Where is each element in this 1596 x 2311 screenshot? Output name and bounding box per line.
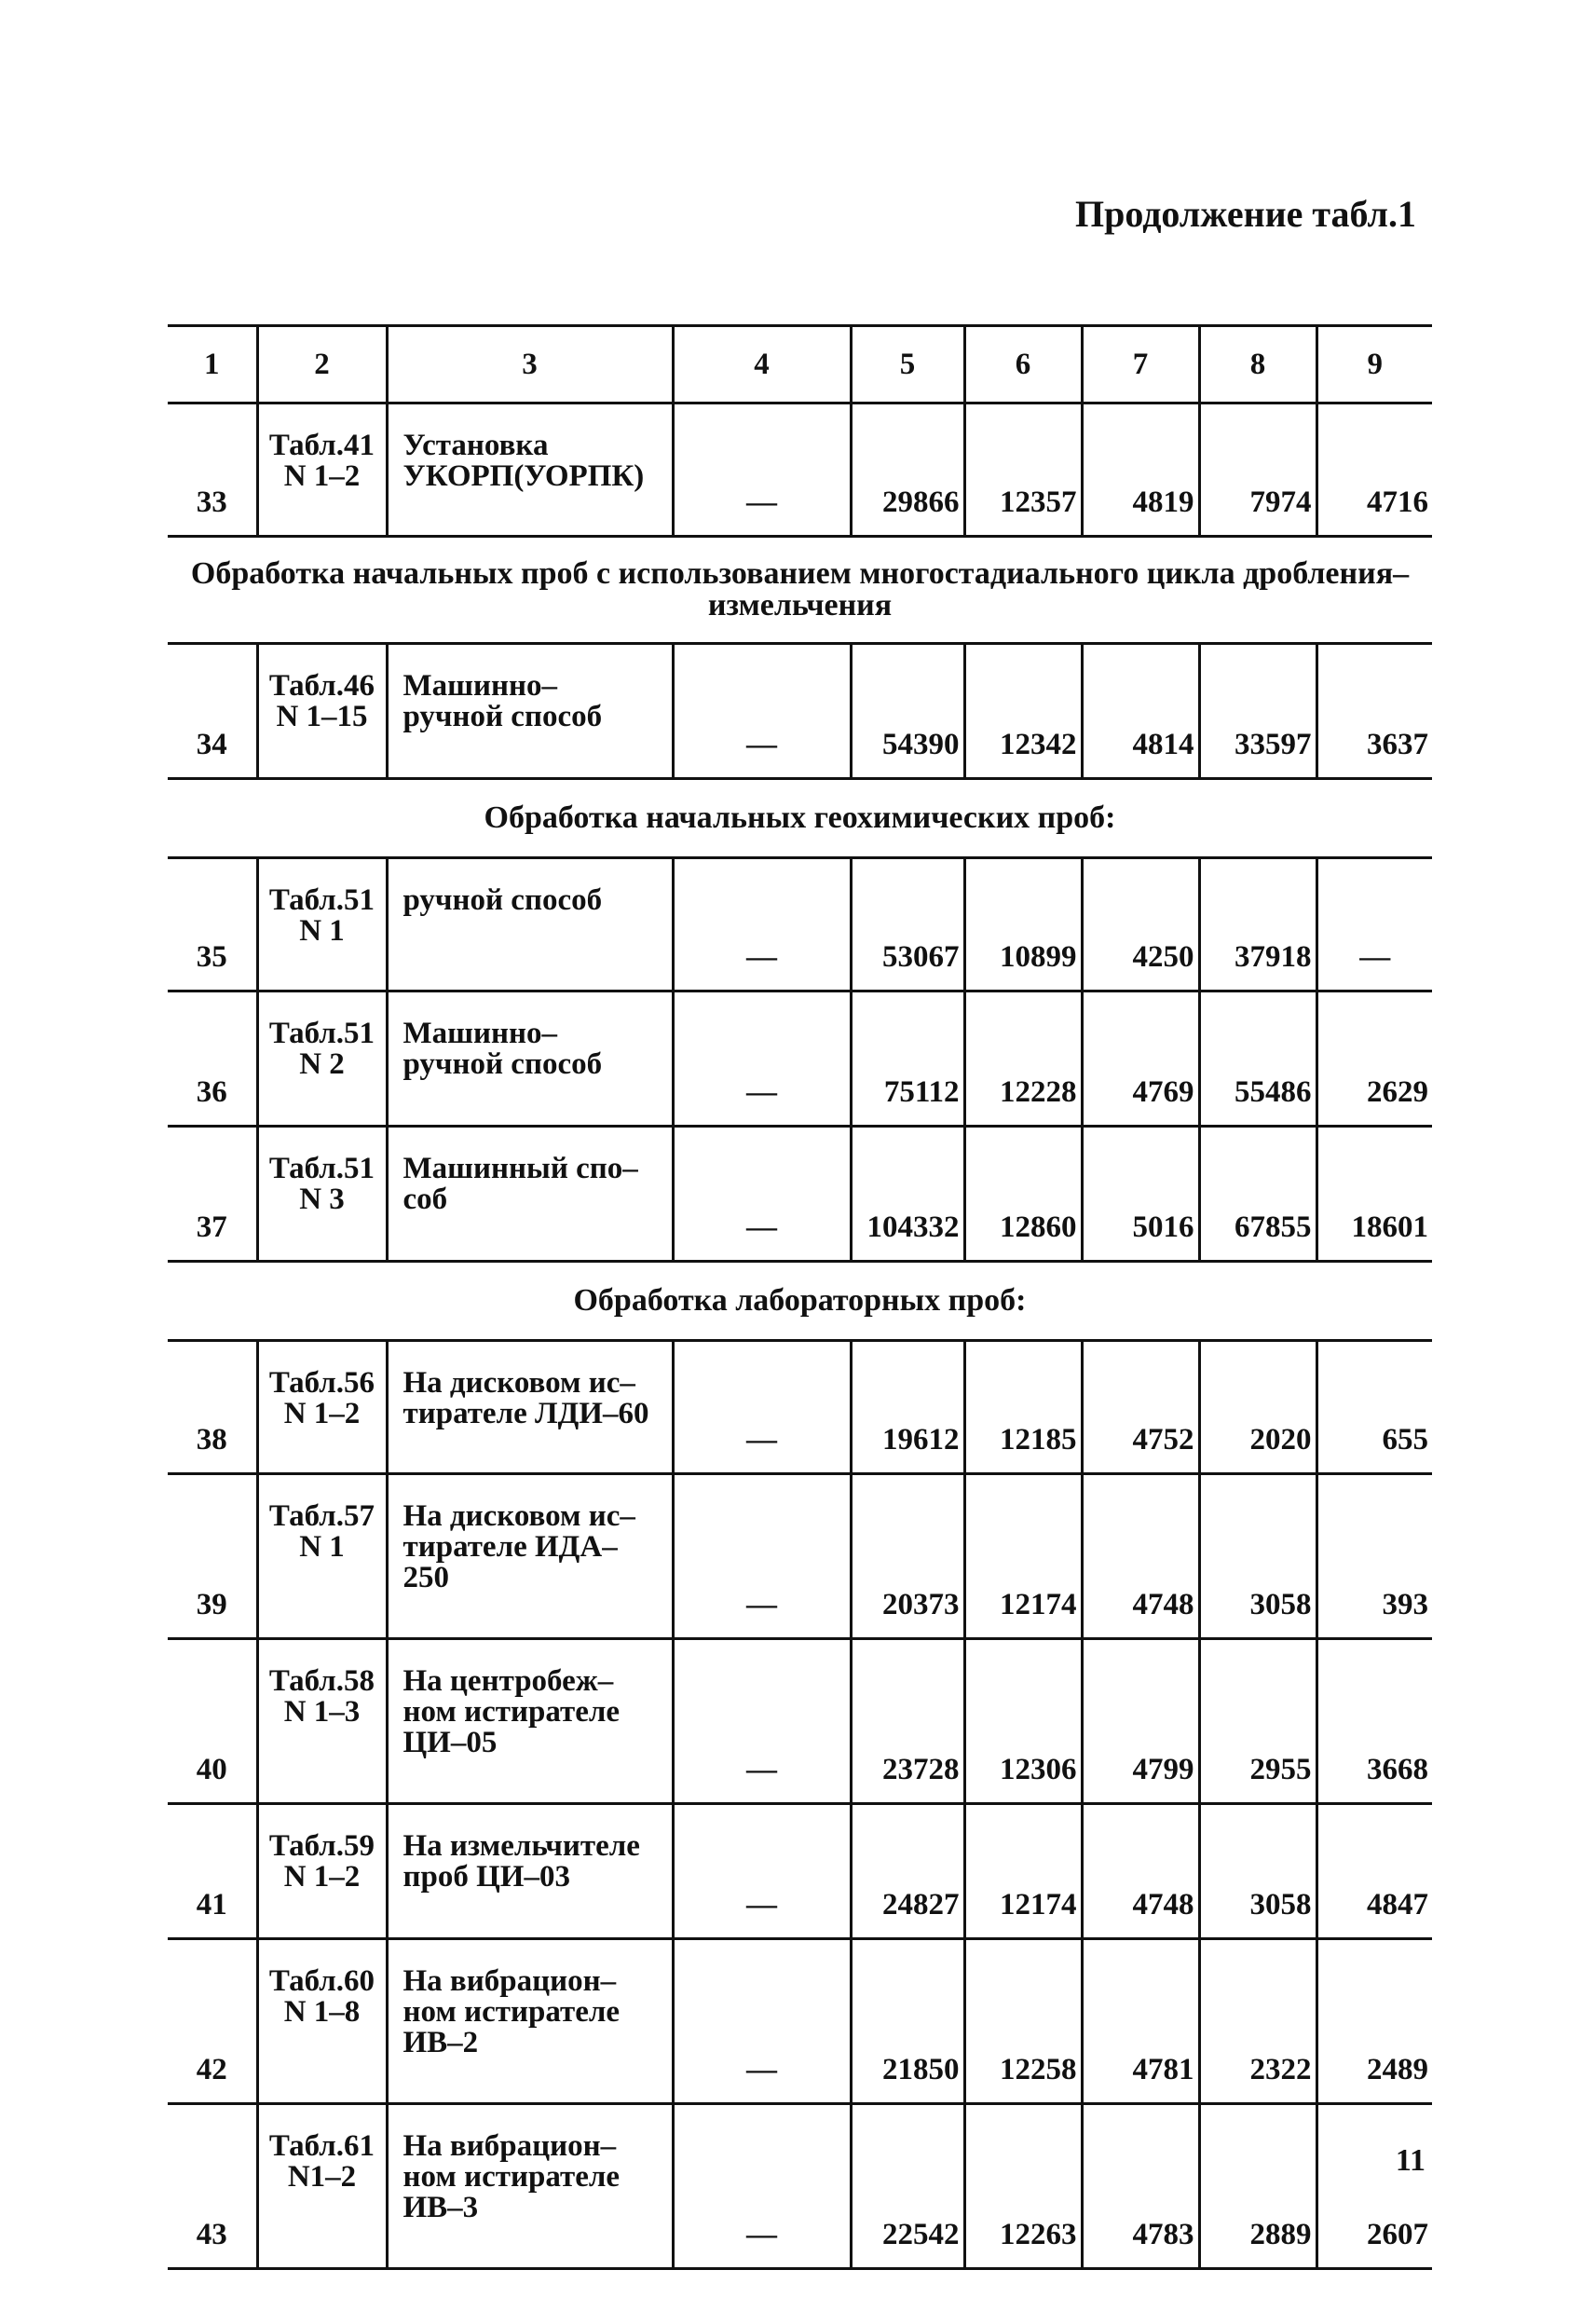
cell-col9: — xyxy=(1316,858,1432,991)
table-reference-line: N 1–2 xyxy=(283,459,361,493)
section-title: Обработка начальных проб с использованием многостадиального цикла дробления–измельчения xyxy=(168,537,1432,644)
cell-col7: 4752 xyxy=(1082,1341,1199,1474)
page-number: 11 xyxy=(1395,2143,1425,2178)
table-reference-line: N 1–3 xyxy=(283,1695,361,1729)
operation-name-line: проб ЦИ–03 xyxy=(402,1860,570,1894)
table-reference-line: N 1 xyxy=(299,914,345,948)
cell-col6: 12357 xyxy=(964,403,1082,537)
cell-col8: 33597 xyxy=(1199,644,1316,779)
cell-col8: 2322 xyxy=(1199,1939,1316,2104)
cell-col4: — xyxy=(673,1639,851,1804)
data-table xyxy=(168,324,1432,2270)
cell-col7: 4819 xyxy=(1082,403,1199,537)
operation-name-line: Машинно– xyxy=(402,669,558,703)
operation-name-line: ЦИ–05 xyxy=(402,1726,498,1759)
cell-col5: 54390 xyxy=(851,644,964,779)
cell-col6: 10899 xyxy=(964,858,1082,991)
operation-name-line: ручной способ xyxy=(402,883,603,917)
table-reference xyxy=(257,1939,387,2104)
column-header: 6 xyxy=(964,326,1082,403)
operation-name xyxy=(387,1639,673,1804)
table-body xyxy=(168,326,1432,2269)
cell-col8: 2955 xyxy=(1199,1639,1316,1804)
table-row xyxy=(168,1341,1432,1474)
cell-col5: 19612 xyxy=(851,1341,964,1474)
section-title: Обработка лабораторных проб: xyxy=(168,1262,1432,1341)
cell-col4: — xyxy=(673,1804,851,1939)
table-reference xyxy=(257,1474,387,1639)
column-header: 5 xyxy=(851,326,964,403)
cell-col8: 3058 xyxy=(1199,1804,1316,1939)
column-header: 3 xyxy=(387,326,673,403)
cell-col6: 12174 xyxy=(964,1474,1082,1639)
cell-col6: 12185 xyxy=(964,1341,1082,1474)
table-row xyxy=(168,1939,1432,2104)
table-reference-line: N 1 xyxy=(299,1530,345,1564)
table-reference-line: Табл.51 xyxy=(268,883,375,917)
cell-col9: 2607 xyxy=(1316,2104,1432,2269)
cell-col5: 29866 xyxy=(851,403,964,537)
row-number: 43 xyxy=(168,2104,257,2269)
table-reference xyxy=(257,1341,387,1474)
cell-col9: 3668 xyxy=(1316,1639,1432,1804)
table-reference-line: N 2 xyxy=(299,1047,345,1081)
operation-name xyxy=(387,403,673,537)
table-reference xyxy=(257,991,387,1127)
column-header: 4 xyxy=(673,326,851,403)
operation-name-line: Машинно– xyxy=(402,1017,558,1050)
operation-name-line: 250 xyxy=(402,1561,449,1594)
cell-col5: 75112 xyxy=(851,991,964,1127)
table-reference-line: Табл.61 xyxy=(268,2129,375,2163)
cell-col4: — xyxy=(673,1127,851,1262)
operation-name xyxy=(387,644,673,779)
table-reference xyxy=(257,1804,387,1939)
table-reference-line: Табл.59 xyxy=(268,1829,375,1863)
row-number: 35 xyxy=(168,858,257,991)
operation-name-line: ИВ–2 xyxy=(402,2026,479,2059)
table-reference-line: N 1–2 xyxy=(283,1397,361,1430)
cell-col4: — xyxy=(673,644,851,779)
table-row xyxy=(168,991,1432,1127)
operation-name-line: тирателе ЛДИ–60 xyxy=(402,1397,649,1430)
cell-col5: 21850 xyxy=(851,1939,964,2104)
cell-col5: 104332 xyxy=(851,1127,964,1262)
cell-col9: 4716 xyxy=(1316,403,1432,537)
cell-col8: 7974 xyxy=(1199,403,1316,537)
table-reference-line: Табл.51 xyxy=(268,1017,375,1050)
section-title-row xyxy=(168,779,1432,858)
table-reference-line: N 3 xyxy=(299,1183,345,1216)
cell-col8: 67855 xyxy=(1199,1127,1316,1262)
operation-name-line: ручной способ xyxy=(402,1047,603,1081)
row-number: 33 xyxy=(168,403,257,537)
operation-name xyxy=(387,1474,673,1639)
column-header: 8 xyxy=(1199,326,1316,403)
table-reference-line: Табл.46 xyxy=(268,669,375,703)
table-row xyxy=(168,644,1432,779)
cell-col5: 24827 xyxy=(851,1804,964,1939)
cell-col7: 4769 xyxy=(1082,991,1199,1127)
table-reference xyxy=(257,644,387,779)
operation-name xyxy=(387,1939,673,2104)
row-number: 34 xyxy=(168,644,257,779)
cell-col6: 12342 xyxy=(964,644,1082,779)
cell-col5: 23728 xyxy=(851,1639,964,1804)
operation-name-line: На дисковом ис– xyxy=(402,1366,635,1400)
table-reference xyxy=(257,1127,387,1262)
cell-col9: 393 xyxy=(1316,1474,1432,1639)
cell-col4: — xyxy=(673,1474,851,1639)
table-reference-line: Табл.56 xyxy=(268,1366,375,1400)
table-reference xyxy=(257,2104,387,2269)
operation-name-line: ном истирателе xyxy=(402,2160,621,2194)
operation-name-line: На дисковом ис– xyxy=(402,1499,635,1533)
table-row xyxy=(168,1639,1432,1804)
table-reference xyxy=(257,858,387,991)
table-reference-line: Табл.51 xyxy=(268,1152,375,1185)
cell-col4: — xyxy=(673,1341,851,1474)
row-number: 39 xyxy=(168,1474,257,1639)
section-title-row xyxy=(168,537,1432,644)
cell-col9: 655 xyxy=(1316,1341,1432,1474)
column-header: 7 xyxy=(1082,326,1199,403)
cell-col4: — xyxy=(673,1939,851,2104)
table-reference xyxy=(257,1639,387,1804)
table-row xyxy=(168,858,1432,991)
cell-col7: 5016 xyxy=(1082,1127,1199,1262)
cell-col4: — xyxy=(673,403,851,537)
column-header: 2 xyxy=(257,326,387,403)
cell-col7: 4799 xyxy=(1082,1639,1199,1804)
cell-col6: 12258 xyxy=(964,1939,1082,2104)
table-row xyxy=(168,1804,1432,1939)
section-title: Обработка начальных геохимических проб: xyxy=(168,779,1432,858)
cell-col8: 37918 xyxy=(1199,858,1316,991)
cell-col8: 2020 xyxy=(1199,1341,1316,1474)
row-number: 36 xyxy=(168,991,257,1127)
cell-col4: — xyxy=(673,991,851,1127)
table-reference-line: Табл.58 xyxy=(268,1664,375,1698)
operation-name-line: На вибрацион– xyxy=(402,1964,617,1998)
operation-name xyxy=(387,991,673,1127)
cell-col9: 2489 xyxy=(1316,1939,1432,2104)
operation-name-line: Машинный спо– xyxy=(402,1152,638,1185)
operation-name xyxy=(387,858,673,991)
row-number: 40 xyxy=(168,1639,257,1804)
row-number: 37 xyxy=(168,1127,257,1262)
table-reference-line: N 1–2 xyxy=(283,1860,361,1894)
column-header-row xyxy=(168,326,1432,403)
operation-name xyxy=(387,2104,673,2269)
cell-col8: 2889 xyxy=(1199,2104,1316,2269)
cell-col5: 22542 xyxy=(851,2104,964,2269)
operation-name-line: На вибрацион– xyxy=(402,2129,617,2163)
section-title-row xyxy=(168,1262,1432,1341)
cell-col7: 4748 xyxy=(1082,1474,1199,1639)
operation-name xyxy=(387,1127,673,1262)
cell-col7: 4814 xyxy=(1082,644,1199,779)
operation-name-line: Установка xyxy=(402,429,549,462)
row-number: 41 xyxy=(168,1804,257,1939)
cell-col9: 4847 xyxy=(1316,1804,1432,1939)
operation-name-line: соб xyxy=(402,1183,448,1216)
column-header: 9 xyxy=(1316,326,1432,403)
cell-col7: 4748 xyxy=(1082,1804,1199,1939)
operation-name xyxy=(387,1804,673,1939)
operation-name xyxy=(387,1341,673,1474)
row-number: 38 xyxy=(168,1341,257,1474)
row-number: 42 xyxy=(168,1939,257,2104)
table-reference-line: N 1–15 xyxy=(276,700,368,733)
page-header: Продолжение табл.1 xyxy=(1074,193,1416,235)
operation-name-line: ручной способ xyxy=(402,700,603,733)
cell-col6: 12306 xyxy=(964,1639,1082,1804)
cell-col8: 55486 xyxy=(1199,991,1316,1127)
cell-col4: — xyxy=(673,858,851,991)
operation-name-line: На измельчителе xyxy=(402,1829,640,1863)
cell-col7: 4781 xyxy=(1082,1939,1199,2104)
cell-col5: 53067 xyxy=(851,858,964,991)
column-header: 1 xyxy=(168,326,257,403)
cell-col4: — xyxy=(673,2104,851,2269)
operation-name-line: УКОРП(УОРПК) xyxy=(402,459,645,493)
operation-name-line: тирателе ИДА– xyxy=(402,1530,618,1564)
cell-col9: 3637 xyxy=(1316,644,1432,779)
table-reference-line: Табл.41 xyxy=(268,429,375,462)
table-reference-line: Табл.60 xyxy=(268,1964,375,1998)
cell-col8: 3058 xyxy=(1199,1474,1316,1639)
table-reference-line: Табл.57 xyxy=(268,1499,375,1533)
operation-name-line: ном истирателе xyxy=(402,1995,621,2029)
cell-col6: 12860 xyxy=(964,1127,1082,1262)
table-row xyxy=(168,403,1432,537)
cell-col5: 20373 xyxy=(851,1474,964,1639)
table-reference-line: N1–2 xyxy=(287,2160,357,2194)
cell-col6: 12228 xyxy=(964,991,1082,1127)
cell-col9: 18601 xyxy=(1316,1127,1432,1262)
cell-col6: 12174 xyxy=(964,1804,1082,1939)
cell-col9: 2629 xyxy=(1316,991,1432,1127)
cell-col7: 4250 xyxy=(1082,858,1199,991)
table-reference xyxy=(257,403,387,537)
table-row xyxy=(168,2104,1432,2269)
table-row xyxy=(168,1474,1432,1639)
operation-name-line: ном истирателе xyxy=(402,1695,621,1729)
table-reference-line: N 1–8 xyxy=(283,1995,361,2029)
cell-col7: 4783 xyxy=(1082,2104,1199,2269)
operation-name-line: На центробеж– xyxy=(402,1664,614,1698)
cell-col6: 12263 xyxy=(964,2104,1082,2269)
operation-name-line: ИВ–3 xyxy=(402,2191,479,2224)
table-row xyxy=(168,1127,1432,1262)
